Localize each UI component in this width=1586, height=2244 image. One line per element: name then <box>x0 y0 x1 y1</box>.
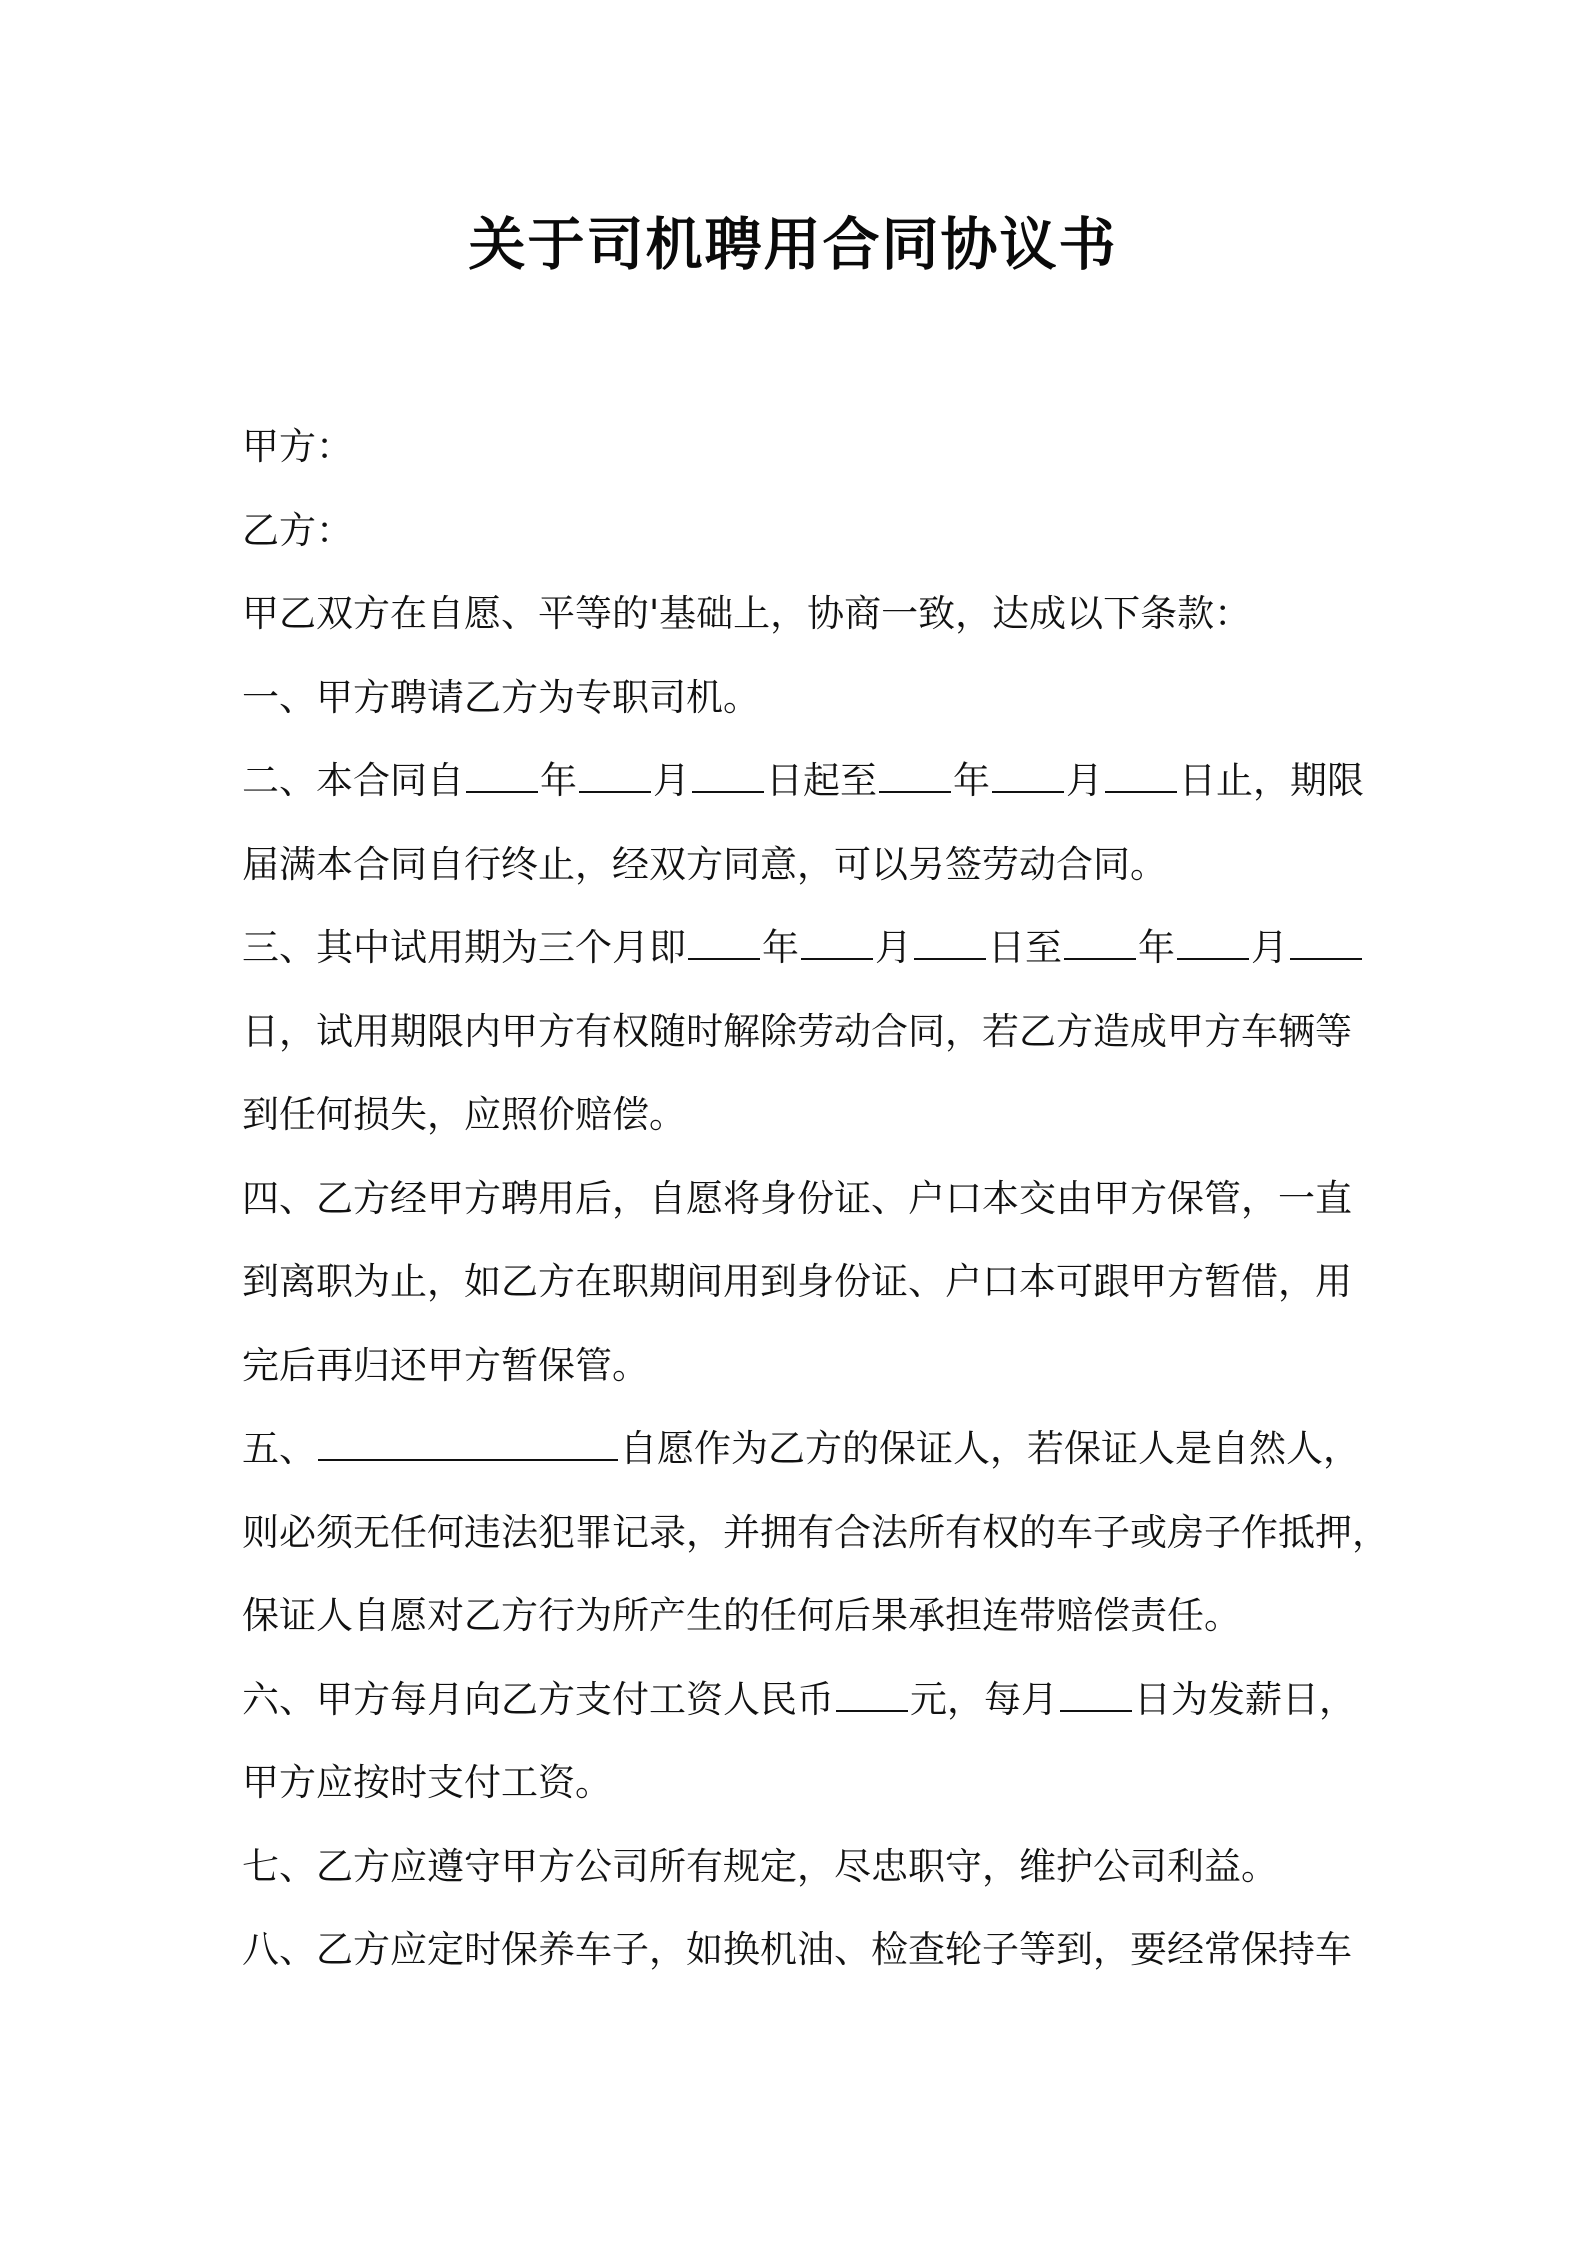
document-body <box>242 405 1392 1992</box>
clause-5-text: 自愿作为乙方的保证人，若保证人是自然人， <box>620 1427 1360 1470</box>
trial-end-month-blank <box>1177 918 1249 960</box>
trial-end-day-blank <box>1290 918 1362 960</box>
clause-6-line-2: 甲方应按时支付工资。 <box>242 1761 612 1804</box>
clause-3-text: 年 <box>762 926 799 969</box>
clause-8-line-1: 八、乙方应定时保养车子，如换机油、检查轮子等到，要经常保持车 <box>242 1928 1352 1971</box>
end-day-blank <box>1105 751 1177 793</box>
trial-end-year-blank <box>1064 918 1136 960</box>
trial-start-day-blank <box>914 918 986 960</box>
party-b-line: 乙方： <box>242 508 353 552</box>
clause-4-line-1: 四、乙方经甲方聘用后，自愿将身份证、户口本交由甲方保管，一直 <box>242 1176 1352 1220</box>
clause-2-text: 年 <box>953 759 990 802</box>
clause-3-line-1 <box>242 906 1392 990</box>
party-a-line: 甲方： <box>242 425 353 468</box>
clause-5-line-1 <box>242 1407 1392 1491</box>
start-month-blank <box>579 751 651 793</box>
clause-3-line-3: 到任何损失，应照价赔偿。 <box>242 1093 686 1136</box>
clause-1: 一、甲方聘请乙方为专职司机。 <box>242 675 760 719</box>
clause-3-text: 年 <box>1138 926 1175 969</box>
end-year-blank <box>879 751 951 793</box>
clause-3-text: 三、其中试用期为三个月即 <box>242 926 686 969</box>
clause-2-text: 日起至 <box>766 759 877 802</box>
trial-start-month-blank <box>801 918 873 960</box>
start-day-blank <box>692 751 764 793</box>
clause-4-line-3: 完后再归还甲方暂保管。 <box>242 1343 649 1387</box>
clause-2-text: 二、本合同自 <box>242 759 464 802</box>
clause-2-text: 日止，期限 <box>1179 759 1364 802</box>
clause-2-line-1 <box>242 739 1392 823</box>
clause-3-text: 月 <box>875 926 912 969</box>
clause-2-text: 月 <box>653 759 690 802</box>
clause-3-text: 日至 <box>988 926 1062 969</box>
clause-6-line-1 <box>242 1658 1392 1742</box>
clause-2-text: 年 <box>540 759 577 802</box>
preamble-line: 甲乙双方在自愿、平等的'基础上，协商一致，达成以下条款： <box>242 592 1252 635</box>
payday-blank <box>1060 1670 1132 1712</box>
clause-4-line-2: 到离职为止，如乙方在职期间用到身份证、户口本可跟甲方暂借，用 <box>242 1260 1352 1303</box>
clause-6-text: 日为发薪日， <box>1134 1677 1356 1721</box>
start-year-blank <box>466 751 538 793</box>
clause-7: 七、乙方应遵守甲方公司所有规定，尽忠职守，维护公司利益。 <box>242 1844 1278 1888</box>
trial-start-year-blank <box>688 918 760 960</box>
clause-3-text: 月 <box>1251 926 1288 969</box>
salary-amount-blank <box>836 1670 908 1712</box>
clause-3-line-2: 日，试用期限内甲方有权随时解除劳动合同，若乙方造成甲方车辆等 <box>242 1009 1352 1053</box>
guarantor-name-blank <box>318 1419 618 1461</box>
clause-5-text: 五、 <box>242 1427 316 1470</box>
clause-6-text: 元，每月 <box>910 1677 1058 1721</box>
clause-6-text: 六、甲方每月向乙方支付工资人民币 <box>242 1677 834 1721</box>
clause-5-line-3: 保证人自愿对乙方行为所产生的任何后果承担连带赔偿责任。 <box>242 1594 1241 1637</box>
clause-2-line-2: 届满本合同自行终止，经双方同意，可以另签劳动合同。 <box>242 842 1167 886</box>
end-month-blank <box>992 751 1064 793</box>
clause-5-line-2: 则必须无任何违法犯罪记录，并拥有合法所有权的车子或房子作抵押， <box>242 1510 1389 1554</box>
document-title: 关于司机聘用合同协议书 <box>468 212 1118 278</box>
clause-2-text: 月 <box>1066 759 1103 802</box>
